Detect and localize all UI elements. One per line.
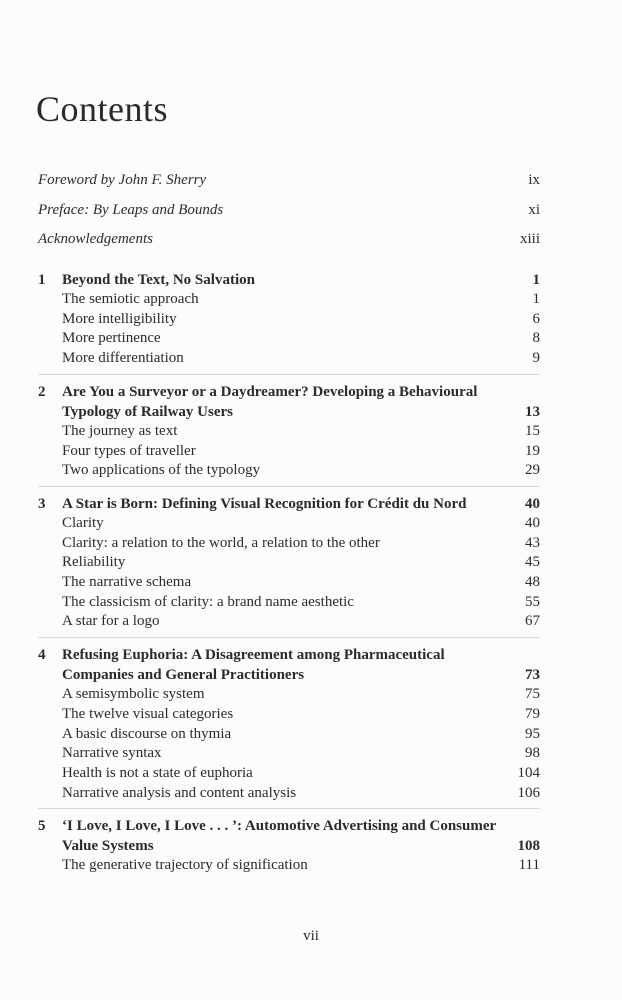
chapter-number: 1 [38,272,46,288]
section-title: The semiotic approach [62,291,199,307]
section-entry [62,744,540,764]
section-entry [62,442,540,462]
chapter-title: A Star is Born: Defining Visual Recognition for Crédit du Nord [62,495,467,512]
front-matter-title: Foreword by John F. Sherry [38,172,207,188]
chapter-page: 108 [517,838,540,855]
section-title: Narrative syntax [62,745,162,762]
section-title: More intelligibility [62,310,177,327]
chapter-title: Are You a Surveyor or a Daydreamer? Developing a Behavioural Typology of Railway Users [62,383,478,420]
section-page: 104 [517,764,540,781]
section-entry [62,612,540,632]
chapter-title: Beyond the Text, No Salvation [62,272,255,288]
page-number: vii [303,928,319,944]
section-list [38,685,540,803]
section-page: 15 [525,422,540,439]
chapter-number: 2 [38,383,46,400]
chapter-title: ‘I Love, I Love, I Love . . . ’: Automotive Advertising and Consumer Value Systems [62,818,496,855]
section-entry [62,593,540,613]
section-page: 6 [532,310,540,327]
section-page: 8 [532,330,540,347]
section-list [38,290,540,369]
section-page: 111 [518,857,540,874]
section-entry [62,534,540,554]
chapter-entry [38,382,540,487]
section-page: 106 [517,784,540,801]
section-entry [62,349,540,369]
page-title: Contents [36,89,169,129]
section-page: 55 [525,593,540,610]
section-page: 40 [525,514,540,531]
front-matter-title: Preface: By Leaps and Bounds [38,201,224,218]
section-title: The classicism of clarity: a brand name aesthetic [62,593,354,610]
section-entry [62,514,540,534]
section-entry [62,310,540,330]
section-entry [62,573,540,593]
section-title: A semisymbolic system [62,686,205,703]
chapter-list [38,270,540,888]
chapter-page: 1 [532,272,540,288]
section-title: The journey as text [62,422,178,439]
section-entry [62,856,540,876]
front-matter-page: xiii [519,231,540,247]
section-title: The narrative schema [62,574,192,591]
section-entry [62,422,540,442]
section-title: Clarity: a relation to the world, a relation to the other [62,534,380,551]
section-page: 43 [525,534,540,551]
front-matter-list [38,172,540,261]
section-page: 19 [525,442,540,459]
section-list [38,514,540,632]
section-entry [62,553,540,573]
chapter-entry [38,494,540,638]
section-list [38,856,540,876]
chapter-heading [38,270,540,290]
section-page: 75 [525,686,540,703]
section-entry [62,725,540,745]
section-title: Clarity [62,514,104,531]
section-title: A star for a logo [62,613,160,630]
section-title: The twelve visual categories [62,705,234,722]
section-title: Four types of traveller [62,442,196,459]
chapter-number: 5 [38,818,46,835]
section-title: Health is not a state of euphoria [62,764,253,781]
section-entry [62,784,540,804]
section-entry [62,705,540,725]
section-entry [62,685,540,705]
section-page: 29 [525,462,540,479]
section-page: 9 [532,350,540,367]
section-page: 48 [525,574,540,591]
section-entry [62,461,540,481]
section-page: 67 [525,613,540,630]
chapter-page: 13 [525,403,540,420]
section-title: More differentiation [62,350,184,367]
chapter-entry [38,816,540,881]
front-matter-entry [38,202,540,232]
section-entry [62,290,540,310]
section-title: More pertinence [62,330,161,347]
front-matter-page: ix [528,172,540,188]
section-list [38,422,540,481]
front-matter-title: Acknowledgements [38,231,153,247]
section-title: A basic discourse on thymia [62,725,232,742]
chapter-heading [38,816,540,856]
chapter-entry [38,645,540,809]
section-page: 95 [525,725,540,742]
chapter-entry [38,270,540,375]
section-page: 1 [532,291,540,307]
chapter-page: 73 [525,667,540,684]
section-page: 98 [525,745,540,762]
section-entry [62,764,540,784]
chapter-heading [38,494,540,514]
section-title: The generative trajectory of signification [62,857,308,874]
chapter-number: 4 [38,647,46,664]
section-title: Reliability [62,554,126,571]
section-title: Narrative analysis and content analysis [62,784,297,801]
chapter-heading [38,382,540,422]
section-entry [62,329,540,349]
section-page: 45 [525,554,540,571]
front-matter-page: xi [528,201,540,218]
chapter-heading [38,645,540,685]
chapter-title: Refusing Euphoria: A Disagreement among Pharmaceutical Companies and General Practitioners [62,647,445,684]
chapter-page: 40 [525,495,540,512]
section-title: Two applications of the typology [62,462,261,479]
front-matter-entry [38,231,540,261]
front-matter-entry [38,172,540,202]
chapter-number: 3 [38,495,46,512]
section-page: 79 [525,705,540,722]
